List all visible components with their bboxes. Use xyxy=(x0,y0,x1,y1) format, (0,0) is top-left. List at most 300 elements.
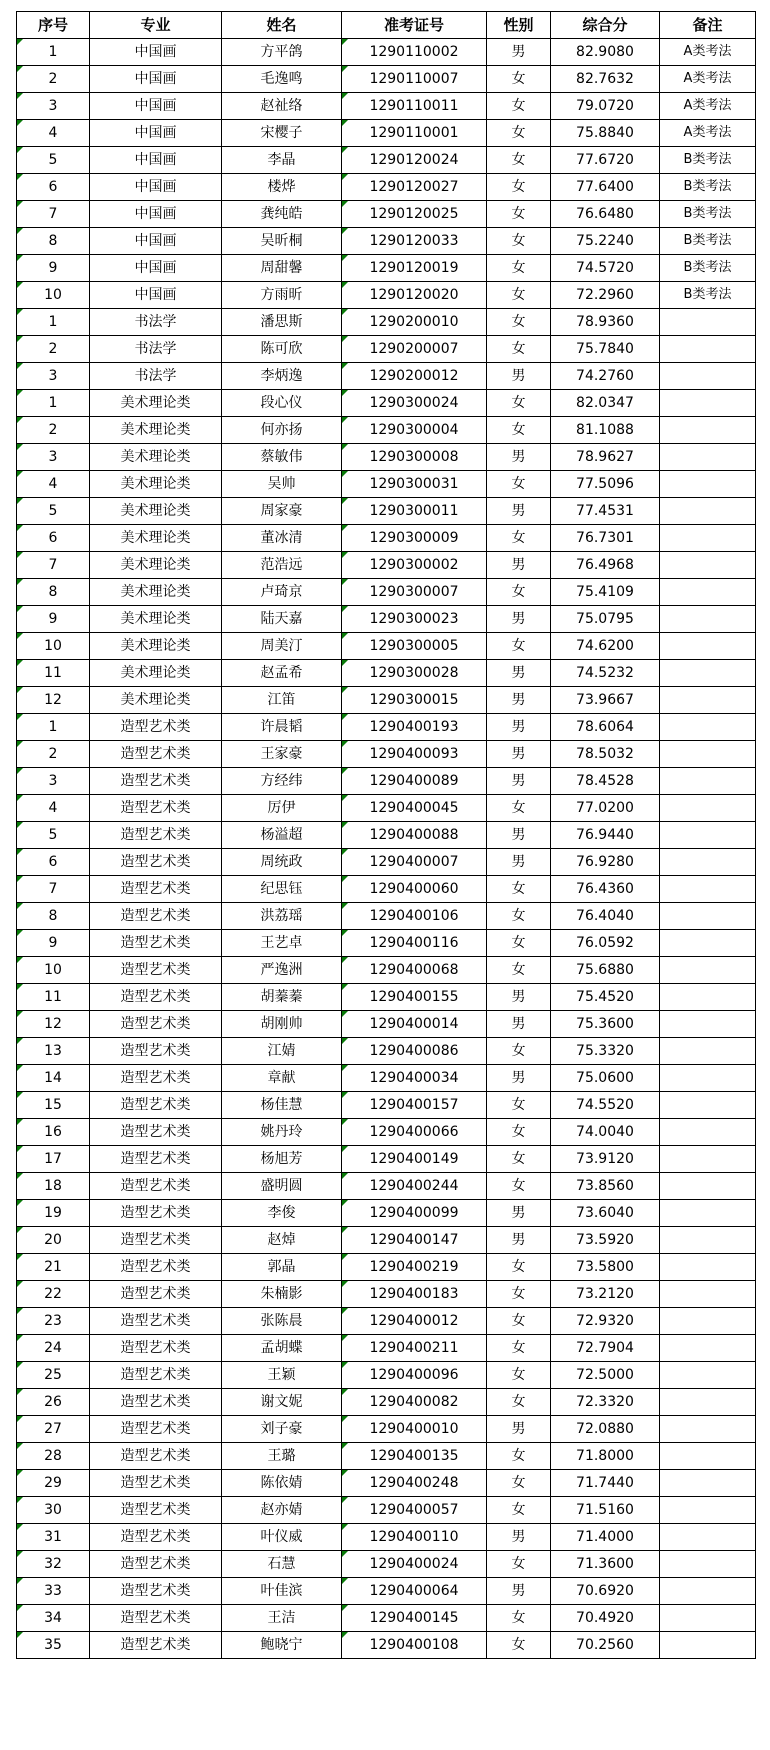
cell-note xyxy=(660,1524,756,1551)
cell-exam-id: 1290300002 xyxy=(342,552,487,579)
cell-score: 74.2760 xyxy=(551,363,660,390)
cell-score: 72.2960 xyxy=(551,282,660,309)
cell-gender: 男 xyxy=(487,1227,551,1254)
cell-major: 中国画 xyxy=(90,93,222,120)
cell-exam-id: 1290400157 xyxy=(342,1092,487,1119)
cell-gender: 女 xyxy=(487,66,551,93)
cell-note xyxy=(660,1632,756,1659)
cell-major: 美术理论类 xyxy=(90,390,222,417)
cell-name: 方经纬 xyxy=(222,768,342,795)
table-row xyxy=(17,1443,756,1470)
table-body xyxy=(17,39,756,1659)
cell-seq: 33 xyxy=(17,1578,90,1605)
header-gender: 性别 xyxy=(487,12,551,39)
cell-score: 73.9120 xyxy=(551,1146,660,1173)
table-row xyxy=(17,1119,756,1146)
cell-name: 方雨昕 xyxy=(222,282,342,309)
cell-seq: 3 xyxy=(17,93,90,120)
table-row xyxy=(17,1011,756,1038)
table-row xyxy=(17,255,756,282)
cell-exam-id: 1290400244 xyxy=(342,1173,487,1200)
cell-score: 73.8560 xyxy=(551,1173,660,1200)
table-row xyxy=(17,1308,756,1335)
cell-seq: 6 xyxy=(17,849,90,876)
cell-gender: 女 xyxy=(487,1146,551,1173)
cell-note xyxy=(660,309,756,336)
cell-note xyxy=(660,498,756,525)
header-exam-id: 准考证号 xyxy=(342,12,487,39)
cell-note xyxy=(660,1605,756,1632)
cell-score: 75.2240 xyxy=(551,228,660,255)
cell-major: 中国画 xyxy=(90,282,222,309)
cell-exam-id: 1290300011 xyxy=(342,498,487,525)
cell-seq: 31 xyxy=(17,1524,90,1551)
cell-note xyxy=(660,552,756,579)
table-row xyxy=(17,1578,756,1605)
table-row xyxy=(17,498,756,525)
cell-score: 75.6880 xyxy=(551,957,660,984)
cell-note xyxy=(660,795,756,822)
cell-major: 美术理论类 xyxy=(90,633,222,660)
cell-seq: 24 xyxy=(17,1335,90,1362)
cell-note xyxy=(660,1470,756,1497)
cell-score: 74.5520 xyxy=(551,1092,660,1119)
cell-exam-id: 1290400082 xyxy=(342,1389,487,1416)
cell-note: B类考法 xyxy=(660,228,756,255)
cell-score: 71.4000 xyxy=(551,1524,660,1551)
cell-score: 75.4520 xyxy=(551,984,660,1011)
cell-note xyxy=(660,768,756,795)
cell-note xyxy=(660,1551,756,1578)
cell-name: 毛逸鸣 xyxy=(222,66,342,93)
cell-seq: 8 xyxy=(17,903,90,930)
cell-seq: 2 xyxy=(17,336,90,363)
cell-note: A类考法 xyxy=(660,39,756,66)
cell-score: 72.0880 xyxy=(551,1416,660,1443)
cell-major: 造型艺术类 xyxy=(90,714,222,741)
cell-major: 造型艺术类 xyxy=(90,1119,222,1146)
cell-score: 77.6720 xyxy=(551,147,660,174)
cell-gender: 女 xyxy=(487,876,551,903)
cell-gender: 女 xyxy=(487,633,551,660)
cell-seq: 8 xyxy=(17,228,90,255)
cell-gender: 女 xyxy=(487,93,551,120)
cell-seq: 8 xyxy=(17,579,90,606)
cell-seq: 7 xyxy=(17,876,90,903)
cell-seq: 9 xyxy=(17,255,90,282)
cell-note xyxy=(660,1092,756,1119)
cell-major: 美术理论类 xyxy=(90,606,222,633)
cell-seq: 13 xyxy=(17,1038,90,1065)
cell-score: 76.6480 xyxy=(551,201,660,228)
table-row xyxy=(17,957,756,984)
cell-note xyxy=(660,957,756,984)
cell-name: 王家豪 xyxy=(222,741,342,768)
table-row xyxy=(17,1524,756,1551)
cell-name: 赵焯 xyxy=(222,1227,342,1254)
table-row xyxy=(17,1065,756,1092)
cell-note xyxy=(660,822,756,849)
table-row xyxy=(17,147,756,174)
cell-major: 造型艺术类 xyxy=(90,1470,222,1497)
cell-major: 造型艺术类 xyxy=(90,1308,222,1335)
cell-score: 71.3600 xyxy=(551,1551,660,1578)
cell-exam-id: 1290400099 xyxy=(342,1200,487,1227)
cell-gender: 女 xyxy=(487,1281,551,1308)
table-row xyxy=(17,1281,756,1308)
cell-score: 73.9667 xyxy=(551,687,660,714)
table-row xyxy=(17,390,756,417)
cell-score: 74.5232 xyxy=(551,660,660,687)
cell-score: 73.2120 xyxy=(551,1281,660,1308)
cell-score: 76.7301 xyxy=(551,525,660,552)
cell-seq: 7 xyxy=(17,552,90,579)
cell-note xyxy=(660,1254,756,1281)
cell-score: 71.8000 xyxy=(551,1443,660,1470)
cell-seq: 3 xyxy=(17,363,90,390)
cell-gender: 男 xyxy=(487,1200,551,1227)
cell-major: 造型艺术类 xyxy=(90,849,222,876)
cell-score: 78.5032 xyxy=(551,741,660,768)
cell-exam-id: 1290120027 xyxy=(342,174,487,201)
table-row xyxy=(17,849,756,876)
cell-seq: 28 xyxy=(17,1443,90,1470)
cell-note xyxy=(660,1362,756,1389)
cell-name: 王艺卓 xyxy=(222,930,342,957)
cell-exam-id: 1290400066 xyxy=(342,1119,487,1146)
cell-name: 姚丹玲 xyxy=(222,1119,342,1146)
cell-seq: 15 xyxy=(17,1092,90,1119)
cell-gender: 男 xyxy=(487,1011,551,1038)
cell-name: 江婧 xyxy=(222,1038,342,1065)
cell-seq: 10 xyxy=(17,957,90,984)
cell-major: 中国画 xyxy=(90,201,222,228)
cell-note: A类考法 xyxy=(660,120,756,147)
cell-major: 中国画 xyxy=(90,228,222,255)
cell-score: 74.6200 xyxy=(551,633,660,660)
cell-major: 造型艺术类 xyxy=(90,1281,222,1308)
cell-major: 美术理论类 xyxy=(90,525,222,552)
cell-name: 刘子豪 xyxy=(222,1416,342,1443)
cell-exam-id: 1290400060 xyxy=(342,876,487,903)
cell-score: 75.0795 xyxy=(551,606,660,633)
cell-seq: 21 xyxy=(17,1254,90,1281)
cell-exam-id: 1290400211 xyxy=(342,1335,487,1362)
cell-name: 李晶 xyxy=(222,147,342,174)
table-row xyxy=(17,120,756,147)
cell-name: 蔡敏伟 xyxy=(222,444,342,471)
cell-exam-id: 1290400014 xyxy=(342,1011,487,1038)
table-row xyxy=(17,525,756,552)
cell-name: 范浩远 xyxy=(222,552,342,579)
cell-name: 陈依婧 xyxy=(222,1470,342,1497)
cell-exam-id: 1290300024 xyxy=(342,390,487,417)
cell-name: 陈可欣 xyxy=(222,336,342,363)
cell-gender: 女 xyxy=(487,1551,551,1578)
table-row xyxy=(17,1335,756,1362)
cell-seq: 7 xyxy=(17,201,90,228)
cell-exam-id: 1290400089 xyxy=(342,768,487,795)
cell-seq: 35 xyxy=(17,1632,90,1659)
cell-score: 81.1088 xyxy=(551,417,660,444)
cell-seq: 12 xyxy=(17,1011,90,1038)
cell-score: 75.0600 xyxy=(551,1065,660,1092)
cell-exam-id: 1290200007 xyxy=(342,336,487,363)
cell-major: 中国画 xyxy=(90,66,222,93)
cell-score: 78.9360 xyxy=(551,309,660,336)
cell-name: 朱楠影 xyxy=(222,1281,342,1308)
cell-exam-id: 1290400116 xyxy=(342,930,487,957)
cell-seq: 2 xyxy=(17,741,90,768)
cell-exam-id: 1290120020 xyxy=(342,282,487,309)
cell-name: 周甜馨 xyxy=(222,255,342,282)
cell-note xyxy=(660,876,756,903)
table-row xyxy=(17,660,756,687)
cell-exam-id: 1290400149 xyxy=(342,1146,487,1173)
cell-major: 造型艺术类 xyxy=(90,1200,222,1227)
cell-major: 美术理论类 xyxy=(90,552,222,579)
cell-major: 造型艺术类 xyxy=(90,1065,222,1092)
cell-major: 造型艺术类 xyxy=(90,1173,222,1200)
cell-major: 造型艺术类 xyxy=(90,1551,222,1578)
cell-gender: 女 xyxy=(487,1605,551,1632)
cell-score: 82.0347 xyxy=(551,390,660,417)
cell-major: 造型艺术类 xyxy=(90,1632,222,1659)
table-row xyxy=(17,417,756,444)
cell-score: 72.7904 xyxy=(551,1335,660,1362)
cell-major: 造型艺术类 xyxy=(90,741,222,768)
cell-score: 75.7840 xyxy=(551,336,660,363)
cell-score: 75.8840 xyxy=(551,120,660,147)
table-row xyxy=(17,1551,756,1578)
cell-score: 76.4040 xyxy=(551,903,660,930)
cell-name: 方平鸽 xyxy=(222,39,342,66)
cell-exam-id: 1290400219 xyxy=(342,1254,487,1281)
cell-exam-id: 1290400045 xyxy=(342,795,487,822)
cell-note xyxy=(660,444,756,471)
table-row xyxy=(17,336,756,363)
cell-major: 美术理论类 xyxy=(90,498,222,525)
cell-exam-id: 1290400106 xyxy=(342,903,487,930)
cell-gender: 女 xyxy=(487,525,551,552)
cell-seq: 34 xyxy=(17,1605,90,1632)
cell-note xyxy=(660,606,756,633)
cell-name: 王洁 xyxy=(222,1605,342,1632)
cell-score: 72.5000 xyxy=(551,1362,660,1389)
cell-exam-id: 1290400147 xyxy=(342,1227,487,1254)
cell-name: 王颖 xyxy=(222,1362,342,1389)
cell-gender: 女 xyxy=(487,147,551,174)
cell-score: 70.6920 xyxy=(551,1578,660,1605)
cell-note xyxy=(660,1146,756,1173)
cell-score: 71.5160 xyxy=(551,1497,660,1524)
cell-note xyxy=(660,930,756,957)
cell-gender: 女 xyxy=(487,1038,551,1065)
cell-note xyxy=(660,1308,756,1335)
cell-exam-id: 1290400012 xyxy=(342,1308,487,1335)
header-score: 综合分 xyxy=(551,12,660,39)
table-row xyxy=(17,1200,756,1227)
cell-name: 杨旭芳 xyxy=(222,1146,342,1173)
cell-exam-id: 1290300005 xyxy=(342,633,487,660)
cell-score: 73.6040 xyxy=(551,1200,660,1227)
table-row xyxy=(17,228,756,255)
cell-name: 吴帅 xyxy=(222,471,342,498)
header-note: 备注 xyxy=(660,12,756,39)
cell-major: 造型艺术类 xyxy=(90,1578,222,1605)
header-major: 专业 xyxy=(90,12,222,39)
cell-gender: 女 xyxy=(487,1092,551,1119)
cell-seq: 16 xyxy=(17,1119,90,1146)
cell-seq: 32 xyxy=(17,1551,90,1578)
cell-gender: 女 xyxy=(487,1389,551,1416)
cell-score: 74.5720 xyxy=(551,255,660,282)
cell-exam-id: 1290400057 xyxy=(342,1497,487,1524)
cell-name: 王璐 xyxy=(222,1443,342,1470)
cell-exam-id: 1290110011 xyxy=(342,93,487,120)
cell-note: B类考法 xyxy=(660,147,756,174)
cell-note: A类考法 xyxy=(660,66,756,93)
cell-major: 造型艺术类 xyxy=(90,768,222,795)
cell-score: 77.5096 xyxy=(551,471,660,498)
cell-exam-id: 1290400108 xyxy=(342,1632,487,1659)
cell-exam-id: 1290400248 xyxy=(342,1470,487,1497)
cell-gender: 女 xyxy=(487,1308,551,1335)
table-row xyxy=(17,174,756,201)
cell-name: 胡刚帅 xyxy=(222,1011,342,1038)
cell-gender: 女 xyxy=(487,579,551,606)
cell-gender: 女 xyxy=(487,336,551,363)
table-row xyxy=(17,1146,756,1173)
cell-exam-id: 1290300007 xyxy=(342,579,487,606)
cell-gender: 男 xyxy=(487,444,551,471)
cell-gender: 女 xyxy=(487,1173,551,1200)
table-row xyxy=(17,903,756,930)
cell-gender: 男 xyxy=(487,849,551,876)
cell-name: 潘思斯 xyxy=(222,309,342,336)
cell-note xyxy=(660,390,756,417)
cell-gender: 男 xyxy=(487,39,551,66)
cell-exam-id: 1290200010 xyxy=(342,309,487,336)
cell-score: 78.6064 xyxy=(551,714,660,741)
cell-exam-id: 1290400024 xyxy=(342,1551,487,1578)
cell-seq: 2 xyxy=(17,66,90,93)
cell-note xyxy=(660,1065,756,1092)
cell-score: 75.4109 xyxy=(551,579,660,606)
cell-seq: 23 xyxy=(17,1308,90,1335)
cell-major: 美术理论类 xyxy=(90,579,222,606)
cell-exam-id: 1290400088 xyxy=(342,822,487,849)
cell-score: 74.0040 xyxy=(551,1119,660,1146)
cell-name: 郭晶 xyxy=(222,1254,342,1281)
cell-score: 72.9320 xyxy=(551,1308,660,1335)
cell-name: 章献 xyxy=(222,1065,342,1092)
cell-name: 洪荔瑶 xyxy=(222,903,342,930)
cell-gender: 女 xyxy=(487,309,551,336)
cell-name: 纪思钰 xyxy=(222,876,342,903)
table-row xyxy=(17,984,756,1011)
cell-exam-id: 1290400135 xyxy=(342,1443,487,1470)
cell-gender: 男 xyxy=(487,1416,551,1443)
cell-gender: 男 xyxy=(487,1065,551,1092)
cell-exam-id: 1290300028 xyxy=(342,660,487,687)
cell-note xyxy=(660,849,756,876)
cell-name: 盛明圆 xyxy=(222,1173,342,1200)
table-row xyxy=(17,93,756,120)
cell-seq: 5 xyxy=(17,498,90,525)
cell-name: 孟胡蝶 xyxy=(222,1335,342,1362)
cell-name: 吴昕桐 xyxy=(222,228,342,255)
cell-seq: 9 xyxy=(17,930,90,957)
cell-score: 76.9280 xyxy=(551,849,660,876)
cell-seq: 4 xyxy=(17,120,90,147)
cell-name: 陆天嘉 xyxy=(222,606,342,633)
table-row xyxy=(17,795,756,822)
cell-note xyxy=(660,336,756,363)
cell-note xyxy=(660,714,756,741)
cell-note xyxy=(660,525,756,552)
cell-note xyxy=(660,1227,756,1254)
cell-score: 73.5920 xyxy=(551,1227,660,1254)
table-row xyxy=(17,1227,756,1254)
cell-seq: 5 xyxy=(17,822,90,849)
cell-exam-id: 1290400064 xyxy=(342,1578,487,1605)
cell-note xyxy=(660,1011,756,1038)
cell-name: 江笛 xyxy=(222,687,342,714)
cell-score: 72.3320 xyxy=(551,1389,660,1416)
cell-score: 77.6400 xyxy=(551,174,660,201)
cell-note xyxy=(660,660,756,687)
table-row xyxy=(17,930,756,957)
table-row xyxy=(17,363,756,390)
cell-note xyxy=(660,579,756,606)
cell-seq: 11 xyxy=(17,660,90,687)
cell-gender: 女 xyxy=(487,120,551,147)
cell-name: 何亦扬 xyxy=(222,417,342,444)
cell-major: 造型艺术类 xyxy=(90,1254,222,1281)
cell-note: B类考法 xyxy=(660,201,756,228)
cell-name: 赵祉络 xyxy=(222,93,342,120)
cell-seq: 29 xyxy=(17,1470,90,1497)
cell-exam-id: 1290400145 xyxy=(342,1605,487,1632)
cell-exam-id: 1290400010 xyxy=(342,1416,487,1443)
cell-seq: 17 xyxy=(17,1146,90,1173)
header-row xyxy=(17,12,756,39)
cell-gender: 男 xyxy=(487,1578,551,1605)
cell-gender: 男 xyxy=(487,363,551,390)
cell-seq: 4 xyxy=(17,795,90,822)
cell-score: 71.7440 xyxy=(551,1470,660,1497)
cell-gender: 男 xyxy=(487,714,551,741)
cell-exam-id: 1290300015 xyxy=(342,687,487,714)
cell-gender: 男 xyxy=(487,822,551,849)
cell-major: 造型艺术类 xyxy=(90,1524,222,1551)
cell-gender: 女 xyxy=(487,1362,551,1389)
cell-gender: 男 xyxy=(487,660,551,687)
cell-score: 78.4528 xyxy=(551,768,660,795)
cell-major: 造型艺术类 xyxy=(90,1362,222,1389)
table-row xyxy=(17,1038,756,1065)
cell-major: 造型艺术类 xyxy=(90,1605,222,1632)
cell-gender: 男 xyxy=(487,1524,551,1551)
table-row xyxy=(17,633,756,660)
cell-name: 龚纯皓 xyxy=(222,201,342,228)
cell-note xyxy=(660,1416,756,1443)
cell-major: 中国画 xyxy=(90,255,222,282)
cell-gender: 男 xyxy=(487,498,551,525)
cell-major: 书法学 xyxy=(90,363,222,390)
cell-gender: 女 xyxy=(487,201,551,228)
